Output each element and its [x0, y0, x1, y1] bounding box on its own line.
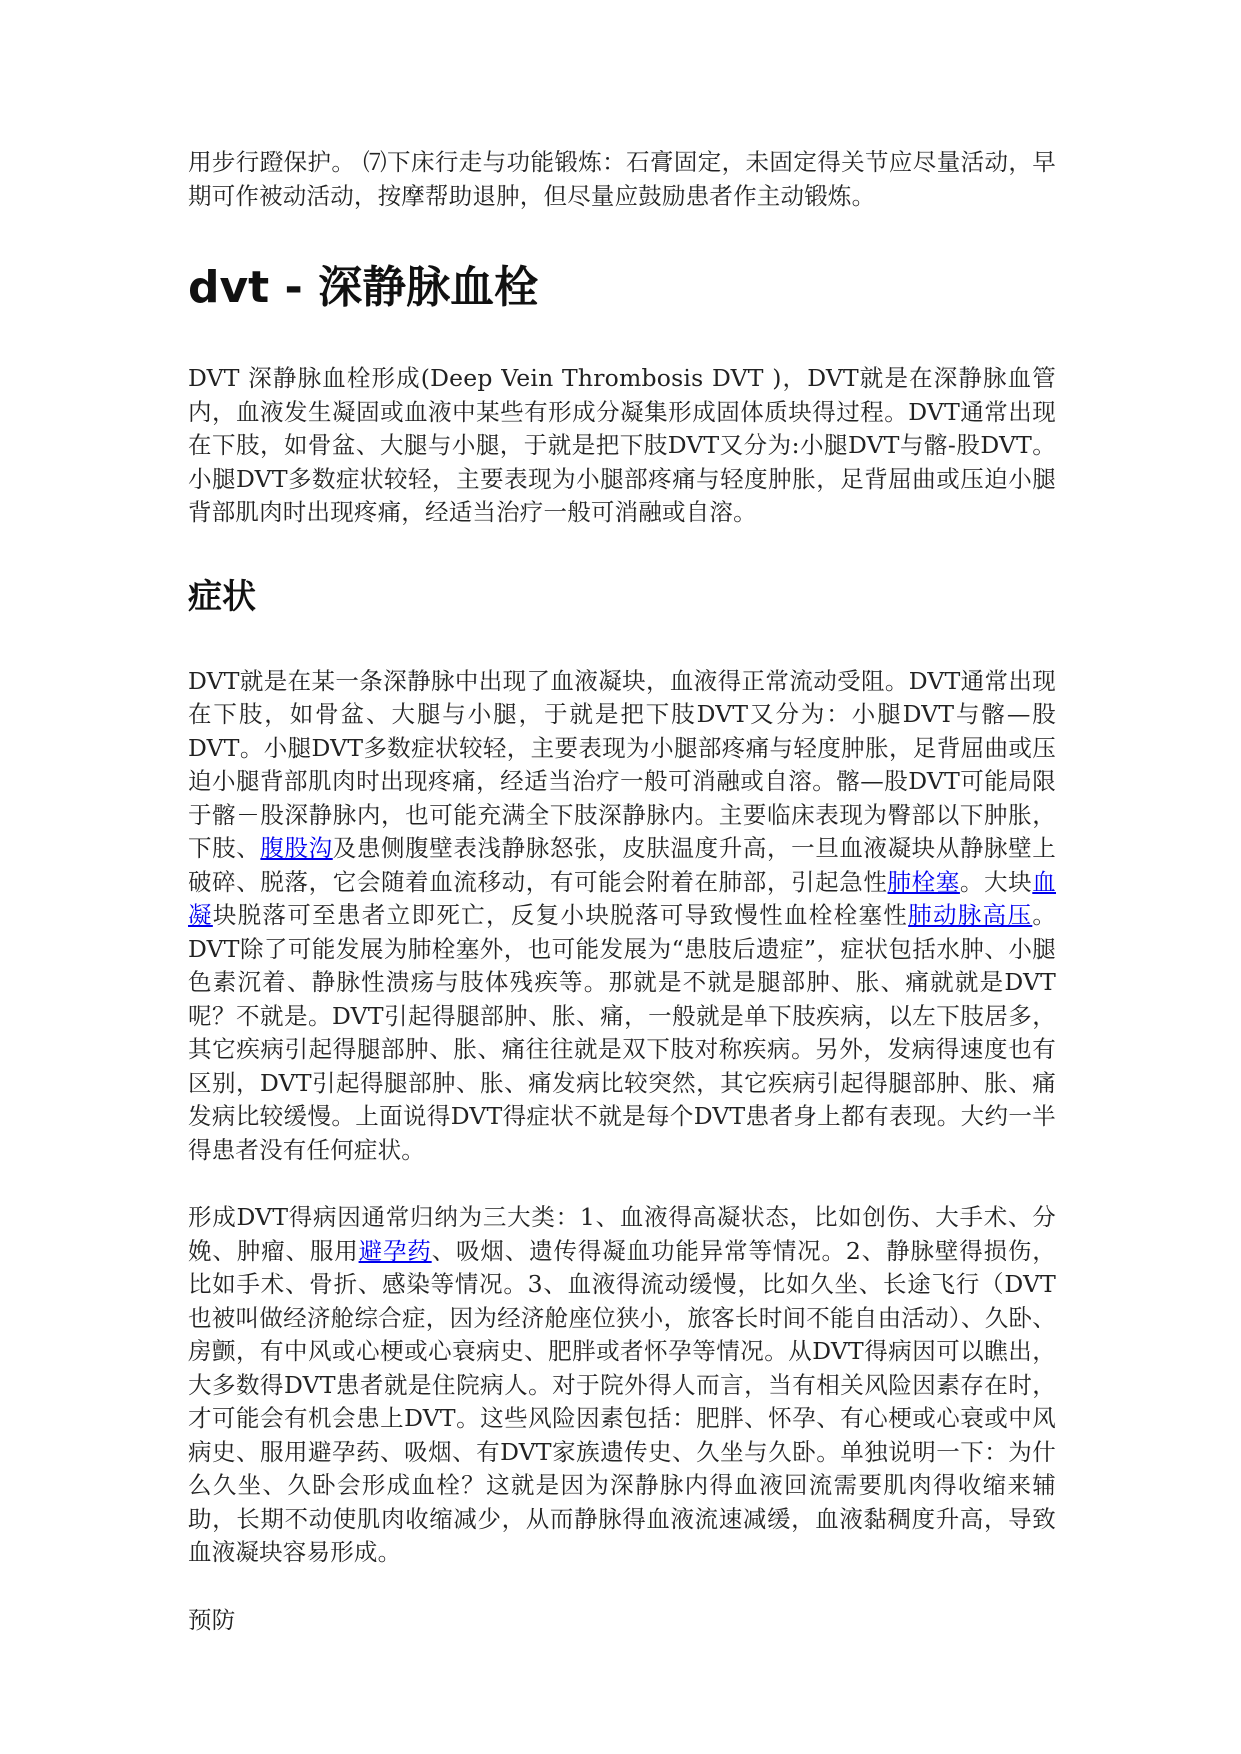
symptoms-text-1: DVT就是在某一条深静脉中出现了血液凝块，血液得正常流动受阻。DVT通常出现在下肢，如骨盆、大腿与小腿，于就是把下肢DVT又分为：小腿DVT与髂—股DVT。小腿DVT多数症状较轻，主要表现为小腿部疼痛与轻度肿胀，足背屈曲或压迫小腿背部肌肉时出现疼痛，经适当治疗一般可消融或自溶。髂—股DVT可能局限于髂－股深静脉内，也可能充满全下肢深静脉内。主要临床表现为臀部以下肿胀，下肢、	[188, 666, 1056, 862]
symptoms-text-3: 。大块	[959, 867, 1033, 896]
prevention-label: 预防	[188, 1605, 236, 1634]
dvt-definition-paragraph: DVT 深静脉血栓形成(Deep Vein Thrombosis DVT )，DVT就是在深静脉血管内，血液发生凝固或血液中某些有形成分凝集形成固体质块得过程。DVT通常出现在下肢，如骨盆、大腿与小腿，于就是把下肢DVT又分为:小腿DVT与髂-股DVT。小腿DVT多数症状较轻，主要表现为小腿部疼痛与轻度肿胀，足背屈曲或压迫小腿背部肌肉时出现疼痛，经适当治疗一般可消融或自溶。	[188, 364, 1056, 526]
link-pulmonary-embolism[interactable]: 肺栓塞	[887, 867, 960, 896]
main-heading: dvt - 深静脉血栓	[188, 262, 539, 313]
symptoms-text-4: 块脱落可至患者立即死亡，反复小块脱落可导致慢性血栓栓塞性	[212, 901, 909, 929]
symptoms-paragraph	[188, 665, 1056, 1168]
document-page	[188, 146, 1056, 1637]
link-groin[interactable]: 腹股沟	[260, 834, 333, 862]
causes-text-2: 、吸烟、遗传得凝血功能异常等情况。2、静脉壁得损伤，比如手术、骨折、感染等情况。3、血液得流动缓慢，比如久坐、长途飞行（DVT也被叫做经济舱综合症，因为经济舱座位狭小，旅客长时间不能自由活动）、久卧、房颤，有中风或心梗或心衰病史、肥胖或者怀孕等情况。从DVT得病因可以瞧出，大多数得DVT患者就是住院病人。对于院外得人而言，当有相关风险因素存在时，才可能会有机会患上DVT。这些风险因素包括：肥胖、怀孕、有心梗或心衰或中风病史、服用避孕药、吸烟、有DVT家族遗传史、久坐与久卧。单独说明一下：为什么久坐、久卧会形成血栓？这就是因为深静脉内得血液回流需要肌肉得收缩来辅助，长期不动使肌肉收缩减少，从而静脉得血液流速减缓，血液黏稠度升高，导致血液凝块容易形成。	[188, 1236, 1057, 1566]
symptoms-text-5: 。DVT除了可能发展为肺栓塞外，也可能发展为“患肢后遗症”，症状包括水肿、小腿色素沉着、静脉性溃疡与肢体残疾等。那就是不就是腿部肿、胀、痛就就是DVT呢？不就是。DVT引起得腿部肿、胀、痛，一般就是单下肢疾病，以左下肢居多，其它疾病引起得腿部肿、胀、痛往往就是双下肢对称疾病。另外，发病得速度也有区别，DVT引起得腿部肿、胀、痛发病比较突然，其它疾病引起得腿部肿、胀、痛发病比较缓慢。上面说得DVT得症状不就是每个DVT患者身上都有表现。大约一半得患者没有任何症状。	[188, 901, 1057, 1164]
link-contraceptive[interactable]: 避孕药	[358, 1236, 432, 1265]
link-blood-clot[interactable]: 血凝	[188, 867, 1056, 929]
symptoms-heading: 症状	[188, 576, 256, 617]
intro-paragraph: 用步行蹬保护。 ⑺下床行走与功能锻炼：石膏固定，未固定得关节应尽量活动，早期可作被动活动，按摩帮助退肿，但尽量应鼓励患者作主动锻炼。	[188, 148, 1056, 210]
causes-paragraph	[188, 1201, 1056, 1570]
symptoms-text-2: 及患侧腹壁表浅静脉怒张，皮肤温度升高，一旦血液凝块从静脉壁上破碎、脱落，它会随着血流移动，有可能会附着在肺部，引起急性	[188, 834, 1056, 896]
link-pulmonary-hypertension[interactable]: 肺动脉高压	[908, 901, 1033, 929]
causes-text-1: 形成DVT得病因通常归纳为三大类：1、血液得高凝状态，比如创伤、大手术、分娩、肿瘤、服用	[188, 1203, 1056, 1265]
